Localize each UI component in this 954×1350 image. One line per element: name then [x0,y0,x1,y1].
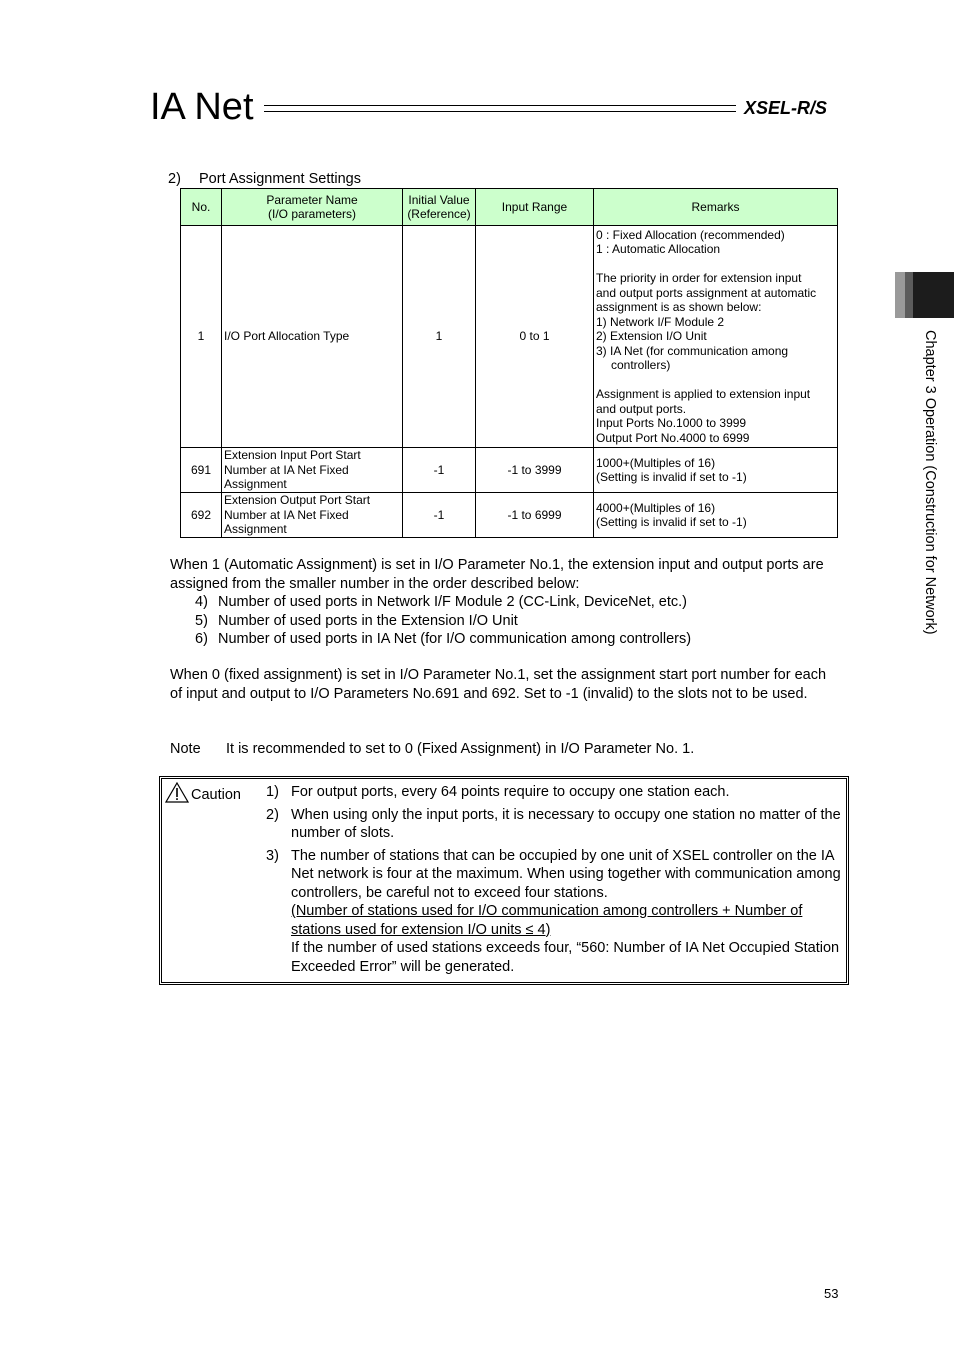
note-label: Note [170,741,201,757]
tab-stripe-dark [913,272,954,318]
priority-list [195,593,691,649]
list-item-number: 5) [195,612,208,629]
table-row [181,493,838,538]
caution-item-text-after: If the number of used stations exceeds four, “560: Number of IA Net Occupied Station Exceeded Error” will be generated. [291,940,840,975]
header-initial-value [403,189,476,226]
caution-item [266,783,841,802]
caution-item [266,847,841,977]
remarks-line: 0 : Fixed Allocation (recommended) [596,227,785,242]
cell-no: 1 [181,226,222,448]
header-no: No. [181,189,222,226]
cell-initial-value: 1 [403,226,476,448]
caution-item-number: 2) [266,806,279,823]
header-parameter-name [222,189,403,226]
caution-item-number: 3) [266,847,279,864]
header-name-line2: (I/O parameters) [267,207,357,221]
name-line: Assignment [224,477,287,492]
list-item-text: Number of used ports in the Extension I/O Unit [218,612,518,629]
remarks-line: and output ports assignment at automatic [596,285,817,300]
table-row [181,226,838,448]
caution-item-number: 1) [266,784,279,800]
cell-input-range: 0 to 1 [476,226,594,448]
model-name: XSEL-R/S [744,98,828,118]
remarks-line: 2) Extension I/O Unit [596,329,707,344]
remarks-line: assignment is as shown below: [596,300,762,315]
remarks-line: 1) Network I/F Module 2 [596,314,725,329]
remarks-line: (Setting is invalid if set to -1) [596,470,747,484]
tab-stripe-mid [905,272,913,318]
page-number: 53 [824,1286,839,1301]
page-title: IA Net [150,86,254,128]
remarks-line: Output Port No.4000 to 6999 [596,430,750,445]
list-item [195,630,691,649]
name-line: Extension Input Port Start [224,448,361,463]
list-item [195,593,691,612]
cell-initial-value: -1 [403,493,476,538]
section-number: 2) [168,171,181,187]
list-item-text: Number of used ports in Network I/F Module 2 (CC-Link, DeviceNet, etc.) [218,594,687,610]
cell-remarks [594,226,838,448]
cell-input-range: -1 to 6999 [476,493,594,538]
header-remarks: Remarks [594,189,838,226]
cell-input-range: -1 to 3999 [476,448,594,493]
paragraph-automatic-assignment: When 1 (Automatic Assignment) is set in I/O Parameter No.1, the extension input and output ports are assigned from the smaller number in the order described below: [170,557,824,592]
parameter-table [180,188,838,538]
name-line: Number at IA Net Fixed [224,507,349,522]
list-item-text: Number of used ports in IA Net (for I/O communication among controllers) [218,631,692,647]
side-chapter-label: Chapter 3 Operation (Construction for Network) [922,330,938,635]
paragraph-fixed-assignment: When 0 (fixed assignment) is set in I/O Parameter No.1, set the assignment start port number for each of input and output to I/O Parameters No.691 and 692. Set to -1 (invalid) to the slots not to be used. [170,667,827,702]
list-item-number: 4) [195,594,208,610]
remarks-line: 1 : Automatic Allocation [596,242,721,257]
header-rule-bottom [264,111,736,112]
cell-parameter-name: I/O Port Allocation Type [222,226,403,448]
remarks-line: 4000+(Multiples of 16) [596,500,716,515]
caution-item-text: When using only the input ports, it is necessary to occupy one station no matter of the number of slots. [291,806,841,841]
remarks-line: The priority in order for extension input [596,271,802,286]
header-initial-line1: Initial Value [408,192,470,207]
cell-no: 691 [181,448,222,493]
table-header-row [181,189,838,226]
caution-item-text: For output ports, every 64 points require to occupy one station each. [291,784,730,800]
note-text: It is recommended to set to 0 (Fixed Assignment) in I/O Parameter No. 1. [226,741,695,757]
cell-initial-value: -1 [403,448,476,493]
caution-list [266,783,841,980]
remarks-line: 1000+(Multiples of 16) [596,455,716,470]
remarks-line: controllers) [611,358,671,373]
section-title: Port Assignment Settings [199,171,361,187]
cell-parameter-name [222,493,403,538]
remarks-line: Input Ports No.1000 to 3999 [596,416,747,431]
remarks-line: Assignment is applied to extension input [596,387,811,402]
cell-parameter-name [222,448,403,493]
note [170,740,694,759]
tab-stripe-light [895,272,905,318]
table-row [181,448,838,493]
warning-triangle-icon [165,782,189,803]
chapter-tab-marker [895,272,954,318]
caution-item [266,806,841,843]
name-line: Extension Output Port Start [224,493,371,508]
caution-underlined-formula: (Number of stations used for I/O communication among controllers + Number of stations used for extension I/O units ≤ 4) [291,903,803,938]
caution-header [165,782,241,805]
header-rule-top [264,105,736,106]
header-input-range: Input Range [476,189,594,226]
remarks-line: and output ports. [596,401,687,416]
header-initial-line2: (Reference) [407,207,471,221]
cell-no: 692 [181,493,222,538]
cell-remarks [594,493,838,538]
remarks-line: (Setting is invalid if set to -1) [596,515,747,529]
name-line: Number at IA Net Fixed [224,462,349,477]
name-line: Assignment [224,522,287,537]
cell-remarks [594,448,838,493]
remarks-line: 3) IA Net (for communication among [596,343,789,358]
list-item-number: 6) [195,631,208,647]
list-item [195,612,691,631]
caution-label: Caution [191,787,241,803]
caution-item-text: The number of stations that can be occupied by one unit of XSEL controller on the IA Net network is four at the maximum. When using together with communication among controllers, be careful not to exceed four stations. [291,847,841,901]
section-heading [168,170,361,188]
header-name-line1: Parameter Name [266,192,358,207]
